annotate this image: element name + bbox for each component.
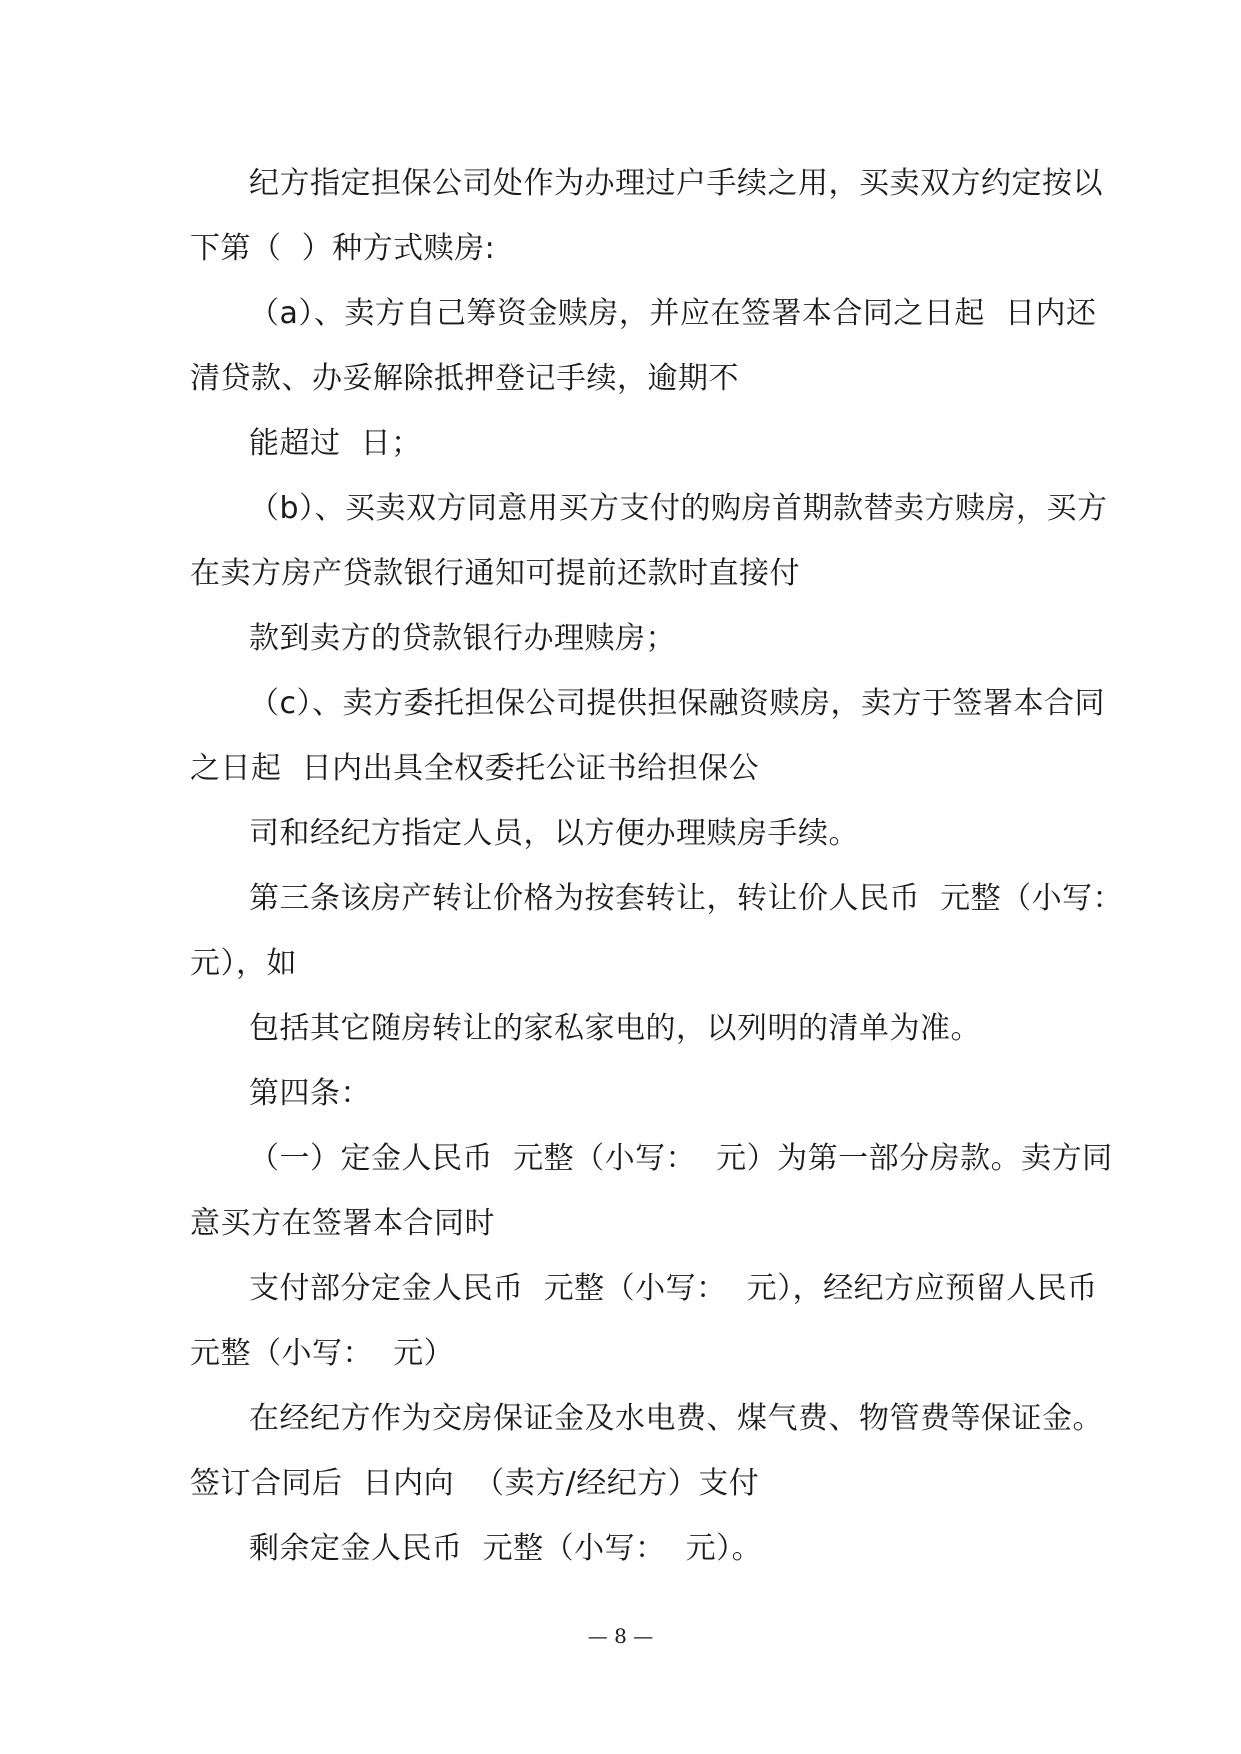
text-line: 在经纪方作为交房保证金及水电费、煤气费、物管费等保证金。 xyxy=(249,1401,1103,1436)
text-line: 款到卖方的贷款银行办理赎房； xyxy=(249,621,676,656)
text-line: 包括其它随房转让的家私家电的，以列明的清单为准。 xyxy=(249,1011,981,1046)
text-line: 剩余定金人民币 元整（小写： 元）。 xyxy=(249,1531,763,1566)
text-line: 清贷款、办妥解除抵押登记手续，逾期不 xyxy=(190,361,739,396)
text-line: （b）、买卖双方同意用买方支付的购房首期款替卖方赎房，买方 xyxy=(249,491,1108,526)
text-line: （a）、卖方自己筹资金赎房，并应在签署本合同之日起 日内还 xyxy=(249,296,1097,331)
page-number: — 8 — xyxy=(587,1624,654,1648)
text-line: 之日起 日内出具全权委托公证书给担保公 xyxy=(190,751,760,786)
text-line: 元），如 xyxy=(190,946,297,981)
text-line: 支付部分定金人民币 元整（小写： 元），经纪方应预留人民币 xyxy=(249,1271,1098,1306)
text-line: 司和经纪方指定人员，以方便办理赎房手续。 xyxy=(249,816,859,851)
text-line: 纪方指定担保公司处作为办理过户手续之用，买卖双方约定按以 xyxy=(249,166,1103,201)
text-line: 能超过 日； xyxy=(249,426,422,461)
text-line: （c）、卖方委托担保公司提供担保融资赎房，卖方于签署本合同 xyxy=(249,686,1105,721)
text-line: 签订合同后 日内向 （卖方/经纪方）支付 xyxy=(190,1466,760,1501)
text-line: 意买方在签署本合同时 xyxy=(190,1206,495,1241)
text-line: 元整（小写： 元） xyxy=(190,1336,455,1371)
text-line: 第三条该房产转让价格为按套转让，转让价人民币 元整（小写： xyxy=(249,881,1124,916)
text-line: 下第（ ）种方式赎房: xyxy=(190,231,496,266)
text-line: 第四条： xyxy=(249,1076,371,1111)
text-line: （一）定金人民币 元整（小写： 元）为第一部分房款。卖方同 xyxy=(249,1141,1113,1176)
text-line: 在卖方房产贷款银行通知可提前还款时直接付 xyxy=(190,556,800,591)
